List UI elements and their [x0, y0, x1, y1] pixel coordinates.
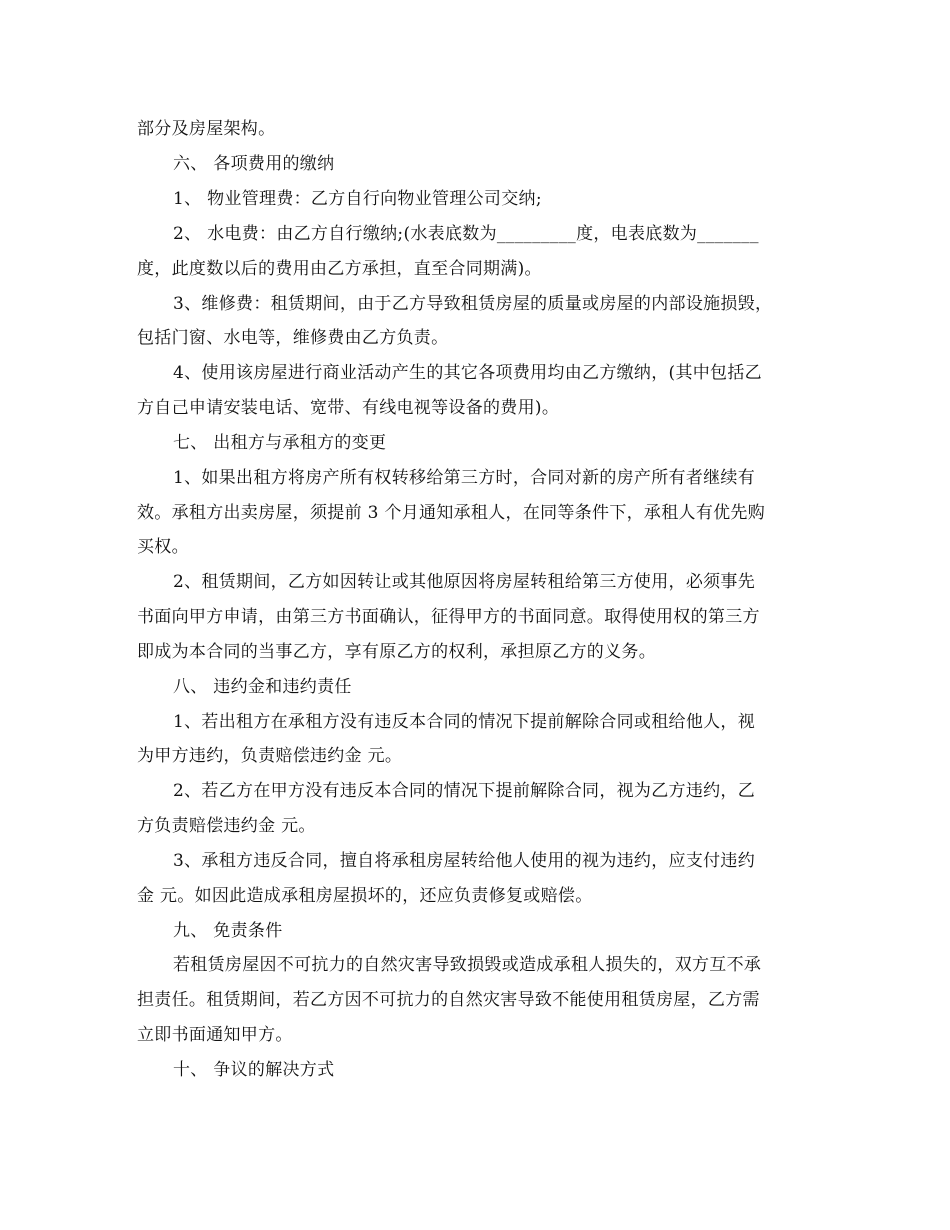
section-heading: 十、 争议的解决方式 [173, 1060, 335, 1080]
text-line: 若租赁房屋因不可抗力的自然灾害导致损毁或造成承租人损失的，双方互不承 [173, 955, 762, 975]
text-line: 1、若出租方在承租方没有违反本合同的情况下提前解除合同或租给他人，视 [173, 712, 756, 732]
text-line: 2、租赁期间，乙方如因转让或其他原因将房屋转租给第三方使用，必须事先 [173, 572, 756, 592]
text-line: 度，此度数以后的费用由乙方承担，直至合同期满)。 [137, 259, 542, 279]
section-heading: 八、 违约金和违约责任 [173, 677, 352, 697]
text-line: 2、若乙方在甲方没有违反本合同的情况下提前解除合同，视为乙方违约，乙 [173, 781, 756, 801]
text-line: 4、使用该房屋进行商业活动产生的其它各项费用均由乙方缴纳，(其中包括乙 [173, 363, 762, 383]
text-line: 3、维修费：租赁期间，由于乙方导致租赁房屋的质量或房屋的内部设施损毁， [173, 294, 773, 314]
section-heading: 六、 各项费用的缴纳 [173, 154, 335, 174]
text-line: 2、 水电费：由乙方自行缴纳;(水表底数为_________度，电表底数为_______ [173, 224, 759, 244]
text-line: 包括门窗、水电等，维修费由乙方负责。 [137, 328, 449, 348]
text-line: 立即书面通知甲方。 [137, 1025, 293, 1045]
text-line: 为甲方违约，负责赔偿违约金 元。 [137, 746, 403, 766]
text-line: 书面向甲方申请，由第三方书面确认，征得甲方的书面同意。取得使用权的第三方 [137, 607, 760, 627]
text-line: 方负责赔偿违约金 元。 [137, 816, 316, 836]
text-line: 效。承租方出卖房屋，须提前 3 个月通知承租人，在同等条件下，承租人有优先购 [137, 503, 766, 523]
section-heading: 九、 免责条件 [173, 921, 283, 941]
text-line: 买权。 [137, 537, 189, 557]
text-line: 金 元。如因此造成承租房屋损坏的，还应负责修复或赔偿。 [137, 886, 593, 906]
text-line: 即成为本合同的当事乙方，享有原乙方的权利，承担原乙方的义务。 [137, 642, 656, 662]
text-line: 部分及房屋架构。 [137, 119, 276, 139]
text-line: 3、承租方违反合同，擅自将承租房屋转给他人使用的视为违约，应支付违约 [173, 851, 756, 871]
text-line: 1、 物业管理费：乙方自行向物业管理公司交纳; [173, 189, 542, 209]
text-line: 方自己申请安装电话、宽带、有线电视等设备的费用)。 [137, 398, 560, 418]
text-line: 担责任。租赁期间，若乙方因不可抗力的自然灾害导致不能使用租赁房屋，乙方需 [137, 990, 760, 1010]
section-heading: 七、 出租方与承租方的变更 [173, 433, 387, 453]
text-line: 1、如果出租方将房产所有权转移给第三方时，合同对新的房产所有者继续有 [173, 468, 756, 488]
